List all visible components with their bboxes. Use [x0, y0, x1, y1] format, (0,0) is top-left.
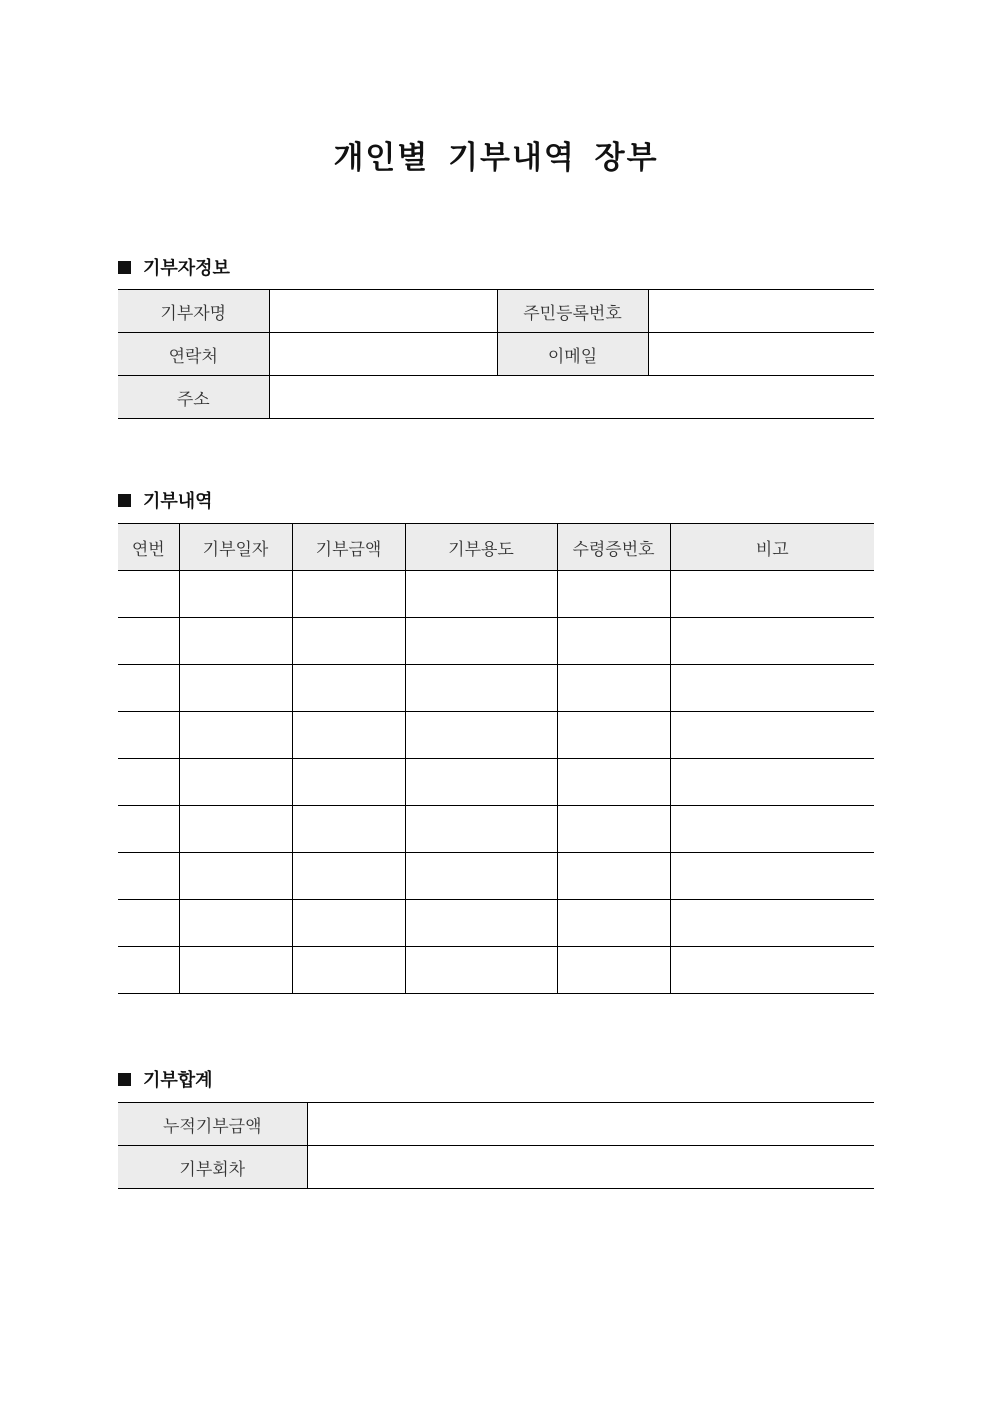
donation-totals-table	[118, 1102, 874, 1189]
column-header-date: 기부일자	[179, 524, 292, 571]
cell-purpose[interactable]	[405, 806, 557, 853]
cell-date[interactable]	[179, 618, 292, 665]
resident-number-label: 주민등록번호	[497, 290, 648, 333]
cell-amount[interactable]	[292, 712, 405, 759]
cell-receipt-number[interactable]	[557, 853, 670, 900]
cell-receipt-number[interactable]	[557, 571, 670, 618]
table-header-row	[118, 524, 874, 571]
cell-amount[interactable]	[292, 806, 405, 853]
cumulative-amount-field[interactable]	[307, 1103, 874, 1146]
table-row	[118, 290, 874, 333]
cell-receipt-number[interactable]	[557, 665, 670, 712]
cell-amount[interactable]	[292, 571, 405, 618]
cell-remarks[interactable]	[670, 853, 874, 900]
cell-amount[interactable]	[292, 759, 405, 806]
table-row	[118, 853, 874, 900]
history-heading	[118, 487, 213, 513]
cell-serial[interactable]	[118, 665, 179, 712]
donation-count-label: 기부회차	[118, 1146, 307, 1189]
history-heading-text: 기부내역	[143, 491, 213, 512]
cell-serial[interactable]	[118, 571, 179, 618]
cell-serial[interactable]	[118, 853, 179, 900]
table-row	[118, 618, 874, 665]
table-row	[118, 665, 874, 712]
donation-count-field[interactable]	[307, 1146, 874, 1189]
contact-label: 연락처	[118, 333, 269, 376]
cell-amount[interactable]	[292, 900, 405, 947]
cell-date[interactable]	[179, 665, 292, 712]
cell-remarks[interactable]	[670, 806, 874, 853]
cell-remarks[interactable]	[670, 618, 874, 665]
cell-purpose[interactable]	[405, 712, 557, 759]
cell-purpose[interactable]	[405, 900, 557, 947]
cell-receipt-number[interactable]	[557, 712, 670, 759]
address-field[interactable]	[269, 376, 874, 419]
cell-remarks[interactable]	[670, 665, 874, 712]
cell-amount[interactable]	[292, 853, 405, 900]
column-header-serial: 연번	[118, 524, 179, 571]
square-bullet-icon	[118, 494, 131, 507]
cell-remarks[interactable]	[670, 900, 874, 947]
page-title: 개인별 기부내역 장부	[333, 140, 659, 176]
cell-date[interactable]	[179, 947, 292, 994]
cell-purpose[interactable]	[405, 853, 557, 900]
cell-amount[interactable]	[292, 665, 405, 712]
table-row	[118, 900, 874, 947]
column-header-amount: 기부금액	[292, 524, 405, 571]
cell-receipt-number[interactable]	[557, 900, 670, 947]
totals-heading-text: 기부합계	[143, 1070, 213, 1091]
cell-purpose[interactable]	[405, 665, 557, 712]
cumulative-amount-label: 누적기부금액	[118, 1103, 307, 1146]
table-row	[118, 947, 874, 994]
table-row	[118, 806, 874, 853]
cell-receipt-number[interactable]	[557, 947, 670, 994]
donor-name-label: 기부자명	[118, 290, 269, 333]
cell-purpose[interactable]	[405, 759, 557, 806]
column-header-receipt-number: 수령증번호	[557, 524, 670, 571]
square-bullet-icon	[118, 1073, 131, 1086]
cell-serial[interactable]	[118, 618, 179, 665]
column-header-purpose: 기부용도	[405, 524, 557, 571]
cell-serial[interactable]	[118, 712, 179, 759]
cell-purpose[interactable]	[405, 947, 557, 994]
cell-serial[interactable]	[118, 900, 179, 947]
cell-serial[interactable]	[118, 759, 179, 806]
cell-date[interactable]	[179, 571, 292, 618]
column-header-remarks: 비고	[670, 524, 874, 571]
cell-date[interactable]	[179, 900, 292, 947]
cell-remarks[interactable]	[670, 712, 874, 759]
cell-date[interactable]	[179, 759, 292, 806]
donor-name-field[interactable]	[269, 290, 497, 333]
table-row	[118, 1103, 874, 1146]
contact-field[interactable]	[269, 333, 497, 376]
cell-receipt-number[interactable]	[557, 806, 670, 853]
donation-history-table	[118, 523, 874, 994]
email-label: 이메일	[497, 333, 648, 376]
square-bullet-icon	[118, 261, 131, 274]
donation-history-body	[118, 571, 874, 994]
cell-remarks[interactable]	[670, 947, 874, 994]
donor-info-table	[118, 289, 874, 419]
totals-heading	[118, 1066, 213, 1092]
address-label: 주소	[118, 376, 269, 419]
cell-remarks[interactable]	[670, 759, 874, 806]
cell-amount[interactable]	[292, 947, 405, 994]
cell-date[interactable]	[179, 853, 292, 900]
cell-remarks[interactable]	[670, 571, 874, 618]
cell-serial[interactable]	[118, 947, 179, 994]
cell-receipt-number[interactable]	[557, 759, 670, 806]
resident-number-field[interactable]	[648, 290, 874, 333]
table-row	[118, 376, 874, 419]
email-field[interactable]	[648, 333, 874, 376]
table-row	[118, 571, 874, 618]
cell-purpose[interactable]	[405, 618, 557, 665]
cell-amount[interactable]	[292, 618, 405, 665]
cell-receipt-number[interactable]	[557, 618, 670, 665]
table-row	[118, 759, 874, 806]
donor-info-heading-text: 기부자정보	[143, 258, 230, 279]
cell-purpose[interactable]	[405, 571, 557, 618]
cell-date[interactable]	[179, 806, 292, 853]
table-row	[118, 333, 874, 376]
table-row	[118, 712, 874, 759]
cell-serial[interactable]	[118, 806, 179, 853]
donor-info-heading	[118, 254, 230, 280]
cell-date[interactable]	[179, 712, 292, 759]
table-row	[118, 1146, 874, 1189]
